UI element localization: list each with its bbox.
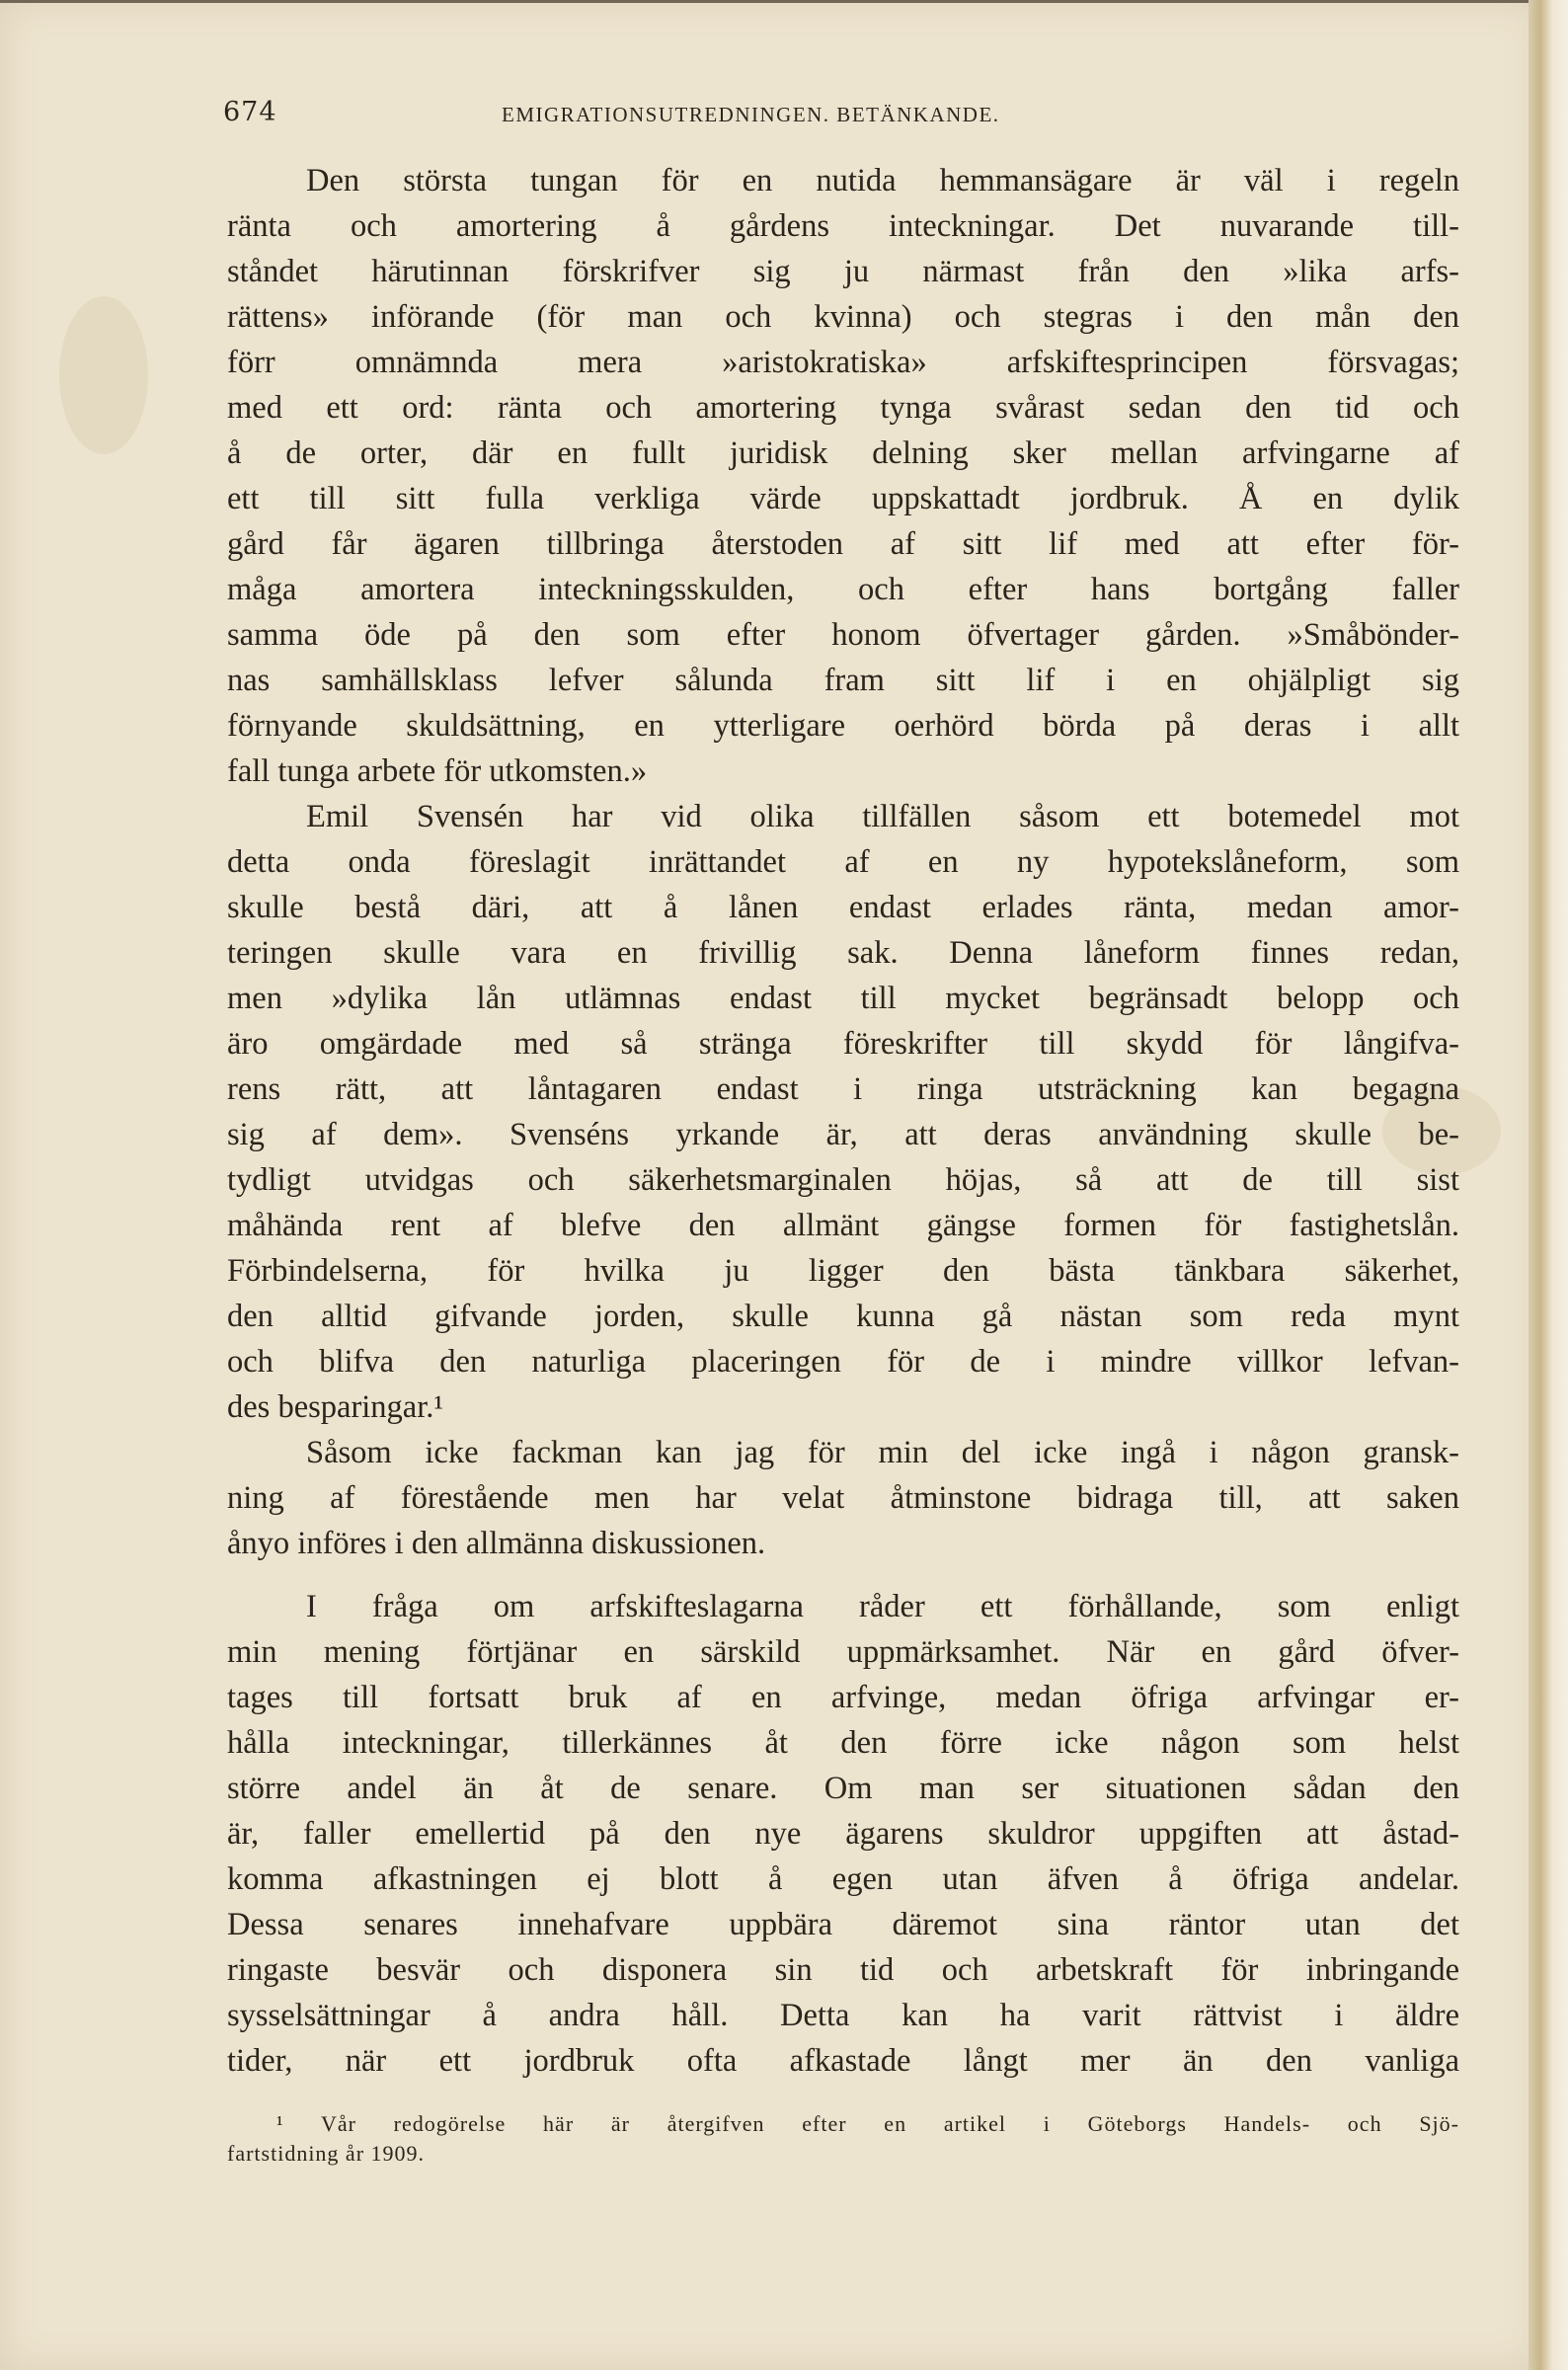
text-line: rens rätt, att låntagaren endast i ringa utsträckning kan begagna [227, 1071, 1459, 1107]
text-line: I fråga om arfskifteslagarna råder ett förhållande, som enligt [306, 1589, 1459, 1624]
text-line: och blifva den naturliga placeringen för de i mindre villkor lefvan- [227, 1344, 1459, 1380]
running-title: EMIGRATIONSUTREDNINGEN. BETÄNKANDE. [502, 103, 1000, 126]
text-line: komma afkastningen ej blott å egen utan äfven å öfriga andelar. [227, 1861, 1459, 1897]
text-line: min mening förtjänar en särskild uppmärksamhet. När en gård öfver- [227, 1634, 1459, 1670]
text-line: förnyande skuldsättning, en ytterligare oerhörd börda på deras i allt [227, 708, 1459, 744]
text-line: är, faller emellertid på den nye ägarens skuldror uppgiften att åstad- [227, 1816, 1459, 1852]
text-line: större andel än åt de senare. Om man ser situationen sådan den [227, 1771, 1459, 1806]
text-line: Såsom icke fackman kan jag för min del icke ingå i någon gransk- [306, 1435, 1459, 1470]
text-line: Förbindelserna, för hvilka ju ligger den bästa tänkbara säkerhet, [227, 1253, 1459, 1289]
text-line: äro omgärdade med så stränga föreskrifter till skydd för långifva- [227, 1026, 1459, 1062]
text-line: ett till sitt fulla verkliga värde uppskattadt jordbruk. Å en dylik [227, 481, 1459, 516]
page-edge [1529, 0, 1568, 2370]
paper-stain [59, 296, 148, 454]
text-line: Den största tungan för en nutida hemmansägare är väl i regeln [306, 163, 1459, 198]
paragraph [227, 794, 1459, 1430]
text-line: Emil Svensén har vid olika tillfällen såsom ett botemedel mot [306, 799, 1459, 834]
text-line: ånyo införes i den allmänna diskussionen. [227, 1526, 766, 1561]
text-line: teringen skulle vara en frivillig sak. Denna låneform finnes redan, [227, 935, 1459, 971]
text-line: sig af dem». Svenséns yrkande är, att deras användning skulle be- [227, 1117, 1459, 1152]
running-head [223, 97, 1457, 136]
text-line: fall tunga arbete för utkomsten.» [227, 753, 648, 789]
text-line: förr omnämnda mera »aristokratiska» arfskiftesprincipen försvagas; [227, 345, 1459, 380]
text-line: ståndet härutinnan förskrifver sig ju närmast från den »lika arfs- [227, 254, 1459, 289]
text-line: måga amortera inteckningsskulden, och efter hans bortgång faller [227, 572, 1459, 607]
text-line: rättens» införande (för man och kvinna) och stegras i den mån den [227, 299, 1459, 335]
paragraph [227, 1430, 1459, 1566]
top-rule [0, 0, 1540, 3]
text-line: sysselsättningar å andra håll. Detta kan ha varit rättvist i äldre [227, 1998, 1459, 2033]
text-line: tider, när ett jordbruk ofta afkastade långt mer än den vanliga [227, 2043, 1459, 2079]
text-line: nas samhällsklass lefver sålunda fram sitt lif i en ohjälpligt sig [227, 663, 1459, 698]
paragraph-gap [227, 1566, 1459, 1584]
paragraph [227, 158, 1459, 794]
paragraph [227, 1584, 1459, 2084]
text-line: ränta och amortering å gårdens inteckningar. Det nuvarande till- [227, 208, 1459, 244]
body-text [227, 158, 1459, 2084]
text-line: hålla inteckningar, tillerkännes åt den förre icke någon som helst [227, 1725, 1459, 1761]
text-line: med ett ord: ränta och amortering tynga svårast sedan den tid och [227, 390, 1459, 426]
text-line: den alltid gifvande jorden, skulle kunna gå nästan som reda mynt [227, 1299, 1459, 1334]
footnote-line: fartstidning år 1909. [227, 2141, 426, 2166]
text-line: å de orter, där en fullt juridisk delning sker mellan arfvingarne af [227, 435, 1459, 471]
text-line: skulle bestå däri, att å lånen endast erlades ränta, medan amor- [227, 890, 1459, 925]
text-line: samma öde på den som efter honom öfvertager gården. »Småbönder- [227, 617, 1459, 653]
text-line: men »dylika lån utlämnas endast till mycket begränsadt belopp och [227, 981, 1459, 1016]
text-line: måhända rent af blefve den allmänt gängse formen för fastighetslån. [227, 1208, 1459, 1243]
text-line: Dessa senares innehafvare uppbära däremot sina räntor utan det [227, 1907, 1459, 1942]
footnote [227, 2109, 1459, 2169]
text-line: tydligt utvidgas och säkerhetsmarginalen höjas, så att de till sist [227, 1162, 1459, 1198]
text-line: ning af förestående men har velat åtminstone bidraga till, att saken [227, 1480, 1459, 1516]
footnote-line: ¹ Vår redogörelse här är återgifven efter en artikel i Göteborgs Handels- och Sjö- [276, 2111, 1459, 2136]
text-line: gård får ägaren tillbringa återstoden af sitt lif med att efter för- [227, 526, 1459, 562]
text-line: detta onda föreslagit inrättandet af en ny hypotekslåneform, som [227, 844, 1459, 880]
page-number: 674 [223, 97, 277, 127]
text-line: tages till fortsatt bruk af en arfvinge, medan öfriga arfvingar er- [227, 1680, 1459, 1715]
text-line: des besparingar.¹ [227, 1389, 444, 1425]
text-line: ringaste besvär och disponera sin tid och arbetskraft för inbringande [227, 1952, 1459, 1988]
